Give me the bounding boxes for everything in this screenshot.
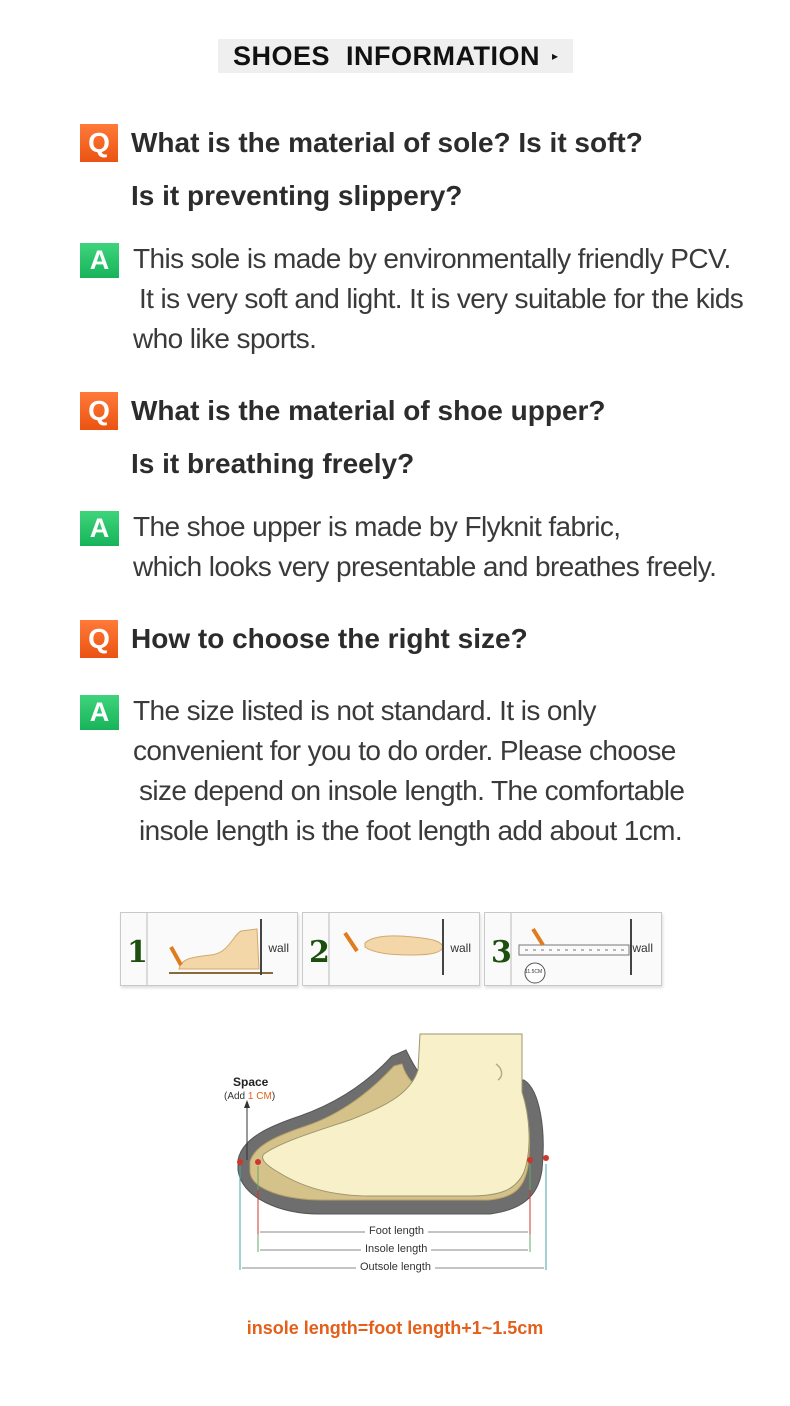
- space-add-prefix: (Add: [224, 1091, 248, 1102]
- a-badge-icon: A: [80, 511, 119, 546]
- shoe-size-diagram: [220, 1030, 560, 1290]
- space-add-label: [224, 1091, 275, 1102]
- answer-line: size depend on insole length. The comfortable: [139, 775, 685, 806]
- answer-3: [80, 695, 684, 851]
- question-line: How to choose the right size?: [131, 623, 528, 654]
- step-3-panel: [484, 912, 662, 986]
- space-add-suffix: ): [271, 1091, 276, 1102]
- answer-2: [80, 511, 716, 587]
- insole-length-label: Insole length: [361, 1243, 431, 1255]
- question-text: [131, 116, 643, 222]
- question-line: What is the material of sole? Is it soft?: [131, 127, 643, 158]
- space-label: Space: [233, 1075, 269, 1089]
- question-2: [80, 392, 606, 490]
- answer-1: [80, 243, 743, 359]
- question-text: [131, 612, 528, 665]
- answer-line: The shoe upper is made by Flyknit fabric,: [133, 511, 621, 542]
- answer-text: [133, 239, 743, 359]
- a-badge-icon: A: [80, 695, 119, 730]
- arrow-right-icon: ▸: [551, 49, 559, 63]
- gauge-label: 11.5CM: [525, 969, 543, 975]
- answer-line: which looks very presentable and breathes freely.: [133, 551, 717, 582]
- question-text: [131, 384, 606, 490]
- step-number: 3: [491, 935, 512, 970]
- measuring-steps: [120, 912, 662, 988]
- step-number: 2: [309, 935, 330, 970]
- step-2-panel: [302, 912, 480, 986]
- wall-label: wall: [450, 941, 471, 955]
- answer-line: The size listed is not standard. It is only: [133, 695, 596, 726]
- question-1: [80, 124, 643, 222]
- a-badge-icon: A: [80, 243, 119, 278]
- space-add-value: 1 CM: [247, 1091, 272, 1102]
- wall-label: wall: [268, 941, 289, 955]
- outsole-length-label: Outsole length: [356, 1261, 435, 1273]
- foot-length-label: Foot length: [365, 1225, 428, 1237]
- step-1-panel: [120, 912, 298, 986]
- question-3: [80, 620, 528, 665]
- answer-text: [133, 691, 684, 851]
- question-line: What is the material of shoe upper?: [131, 395, 606, 426]
- answer-line: convenient for you to do order. Please choose: [133, 735, 676, 766]
- q-badge-icon: Q: [80, 392, 118, 430]
- question-line: Is it preventing slippery?: [131, 180, 463, 211]
- answer-text: [133, 507, 716, 587]
- section-title: SHOES INFORMATION: [232, 40, 540, 71]
- wall-label: wall: [632, 941, 653, 955]
- answer-line: This sole is made by environmentally friendly PCV.: [133, 243, 731, 274]
- section-header: [218, 39, 573, 73]
- answer-line: who like sports.: [133, 323, 317, 354]
- insole-formula-note: insole length=foot length+1~1.5cm: [246, 1318, 544, 1338]
- question-line: Is it breathing freely?: [131, 448, 415, 479]
- q-badge-icon: Q: [80, 620, 118, 658]
- answer-line: insole length is the foot length add about 1cm.: [139, 815, 683, 846]
- answer-line: It is very soft and light. It is very suitable for the kids: [139, 283, 744, 314]
- q-badge-icon: Q: [80, 124, 118, 162]
- step-number: 1: [127, 935, 148, 970]
